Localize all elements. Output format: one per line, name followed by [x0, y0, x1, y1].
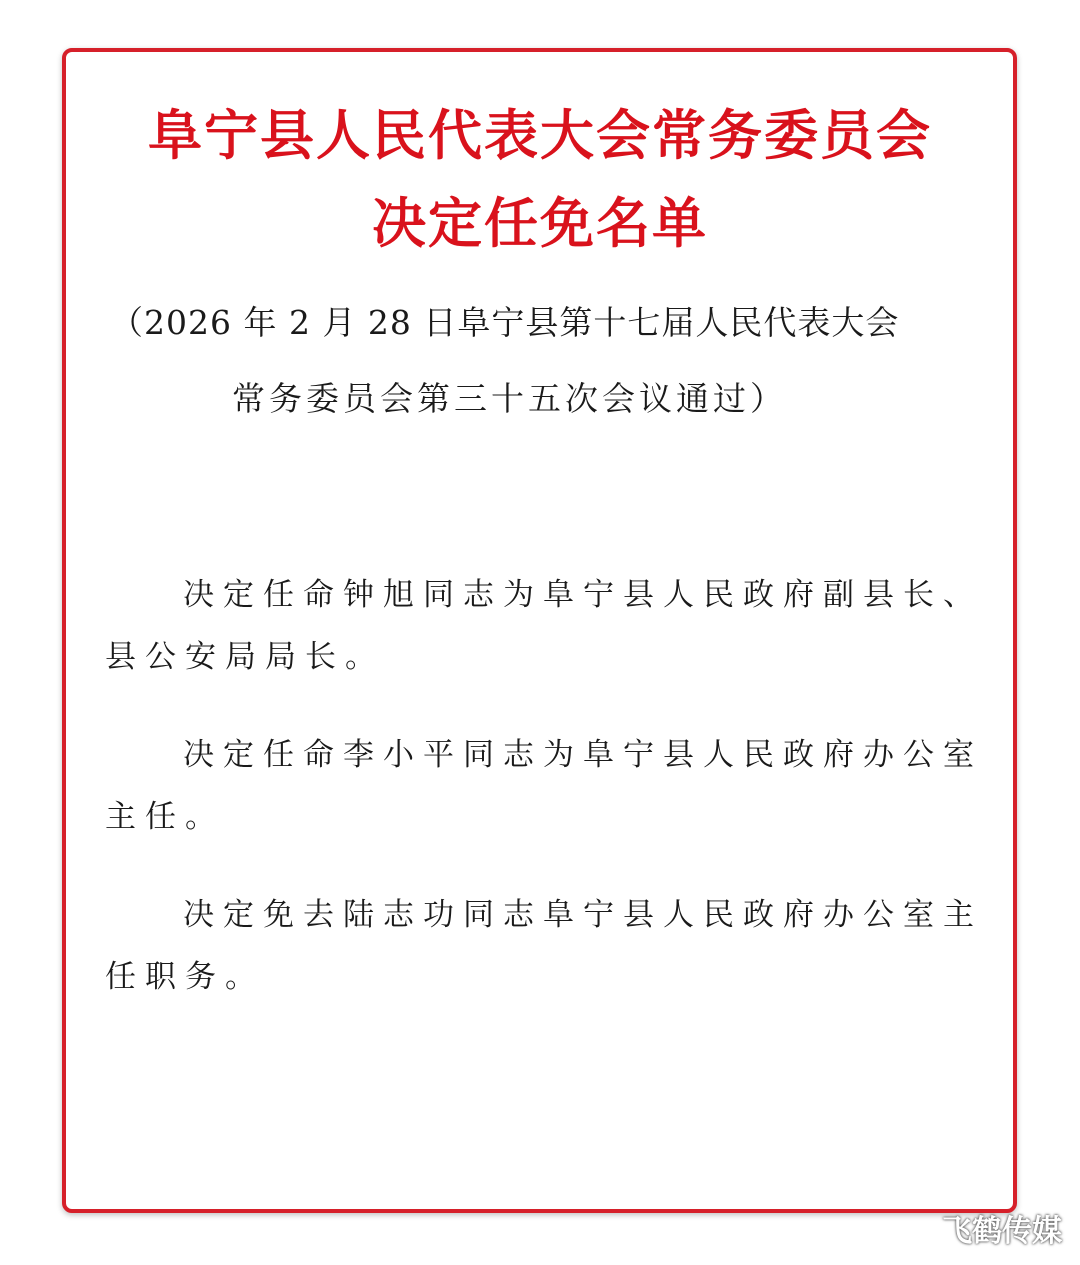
appointment-paragraph-1-line-2: 县公安局局长。 [105, 639, 385, 675]
meeting-info-line-1: （2026 年 2 月 28 日阜宁县第十七届人民代表大会 [110, 303, 900, 342]
meeting-info-line-2: 常务委员会第三十五次会议通过） [232, 379, 787, 418]
watermark: 飞鹤传媒 [942, 1214, 1062, 1249]
document-title-line-2: 决定任免名单 [372, 191, 708, 255]
appointment-paragraph-2-line-2: 主任。 [105, 799, 225, 835]
appointment-paragraph-1-line-1: 决定任命钟旭同志为阜宁县人民政府副县长、 [183, 577, 983, 613]
document-title-line-1: 阜宁县人民代表大会常务委员会 [148, 103, 932, 167]
removal-paragraph-line-1: 决定免去陆志功同志阜宁县人民政府办公室主 [183, 897, 983, 933]
appointment-paragraph-2-line-1: 决定任命李小平同志为阜宁县人民政府办公室 [183, 737, 983, 773]
removal-paragraph-line-2: 任职务。 [105, 959, 265, 995]
